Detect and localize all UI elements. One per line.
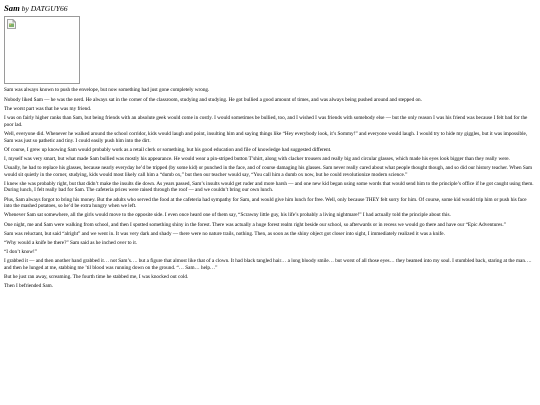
story-paragraph: “Why would a knife be there?” Sam said as he inched over to it. <box>4 240 138 247</box>
story-paragraph: Nobody liked Sam — he was the nerd. He always sat in the corner of the classroom, studying and studying. He got bullied a good amount of times, and was always being pushed around and stepped on. <box>4 96 422 103</box>
story-paragraph: Sam was reluctant, but said “alright” and we went in. It was very dark and shady — there were no nature trails, nothing. Then, as soon as the shiny object got closer into sight, I immediately realized it was a knife. <box>4 230 445 237</box>
story-paragraph: Plus, Sam always forgot to bring his money. But the adults who served the food at the cafeteria had sympathy for Sam, and would give him lunch for free. Well, only because THEY felt sorry for him. Of course, some kid would trip him or push his face into the mashed potatoes, so he’d be extra hungry when we left. <box>4 196 527 210</box>
story-paragraph: Well, everyone did. Whenever he walked around the school corridor, kids would laugh and point, insulting him and saying things like “Hey everybody look, it’s Sommy!” and everyone would laugh. I would try to hide my giggles, but it was impossible, Sam was just so pathetic and tiny. I could easily push him into the dirt. <box>4 130 528 144</box>
story-paragraph: I grabbed it — and then another hand grabbed it… not Sam’s…. but a figure that almost like that of a clown. It had black tangled hair… a long bloody smile… but worst of all those eyes… they beamed into my soul. I stumbled back, staring at the man…. and then he lunged at me, stabbing me ’til blood was running down on the ground. “… Sam… help…” <box>4 258 532 271</box>
story-paragraph: I, myself was very smart, but what made Sam bullied was mostly his appearance. He would wear a pin-striped button T’shirt, along with clacker trousers and really big and circular glasses, which made his eyes look bigger than they really were. <box>4 155 510 162</box>
story-paragraph: Of course, I grew up knowing Sam would probably work as a retail clerk or something, but his good education and file of knowledge had suggested different. <box>4 146 332 153</box>
author-byline[interactable]: by DATGUY66 <box>21 4 68 13</box>
story-page <box>4 4 534 293</box>
story-paragraph: Usually, he had to replace his glasses, because nearly everyday he’d be tripped (by some kid) or punched in the face, and of course damaging his glasses. Sam never really cared about what people thought though, and so did our history teacher. When Sam would sit quietly in the corner, studying, kids would most likely call him a “dumb ox,” but then our teacher would say, “You call him a dumb ox now, but he could revolutionize modern science.” <box>4 165 533 178</box>
story-paragraph: Then I befriended Sam. <box>4 283 53 290</box>
story-title[interactable]: Sam <box>4 3 20 13</box>
story-paragraph: I knew she was probably right, but that didn’t make the insults die down. As years passed, Sam’s insults would get ruder and more harsh — and one new kid began using some words that would send him to the principle’s office if he got caught using them. During lunch, I felt really bad for Sam. The cafeteria prices were raised through the roof — and we couldn’t bring our own lunch. <box>4 180 534 194</box>
story-paragraph: One night, me and Sam were walking from school, and then I spotted something shiny in the forest. There was actually a huge forest realm right beside our school, so afterwards or in recess we would go there and have our “Epic Adventures.” <box>4 221 506 228</box>
broken-image-placeholder <box>4 16 80 84</box>
story-paragraph: I was on fairly higher ranks than Sam, but being friends with an absolute geek would come in costly. I would sometimes be bullied, too, and I wished I was friends with somebody else — but the only reason I was his friend was because I felt bad for the poor lad. <box>4 115 528 128</box>
story-paragraph: Whenever Sam sat somewhere, all the girls would move to the opposite side. I even once heard one of them say, “Scrawny little guy, his life’s probably a living nightmare!” I had actually told the principle about this. <box>4 212 451 219</box>
story-paragraph: But he just ran away, screaming. The fourth time he stabbed me, I was knocked out cold. <box>4 274 189 281</box>
title-line <box>4 4 534 13</box>
story-paragraph: The worst part was that he was my friend. <box>4 105 92 112</box>
story-body <box>4 97 534 290</box>
broken-image-icon <box>7 19 16 29</box>
image-caption: Sam was always known to push the envelope, but now something had just gone completely wrong. <box>4 87 210 93</box>
story-paragraph: “I don’t know!” <box>4 249 38 256</box>
